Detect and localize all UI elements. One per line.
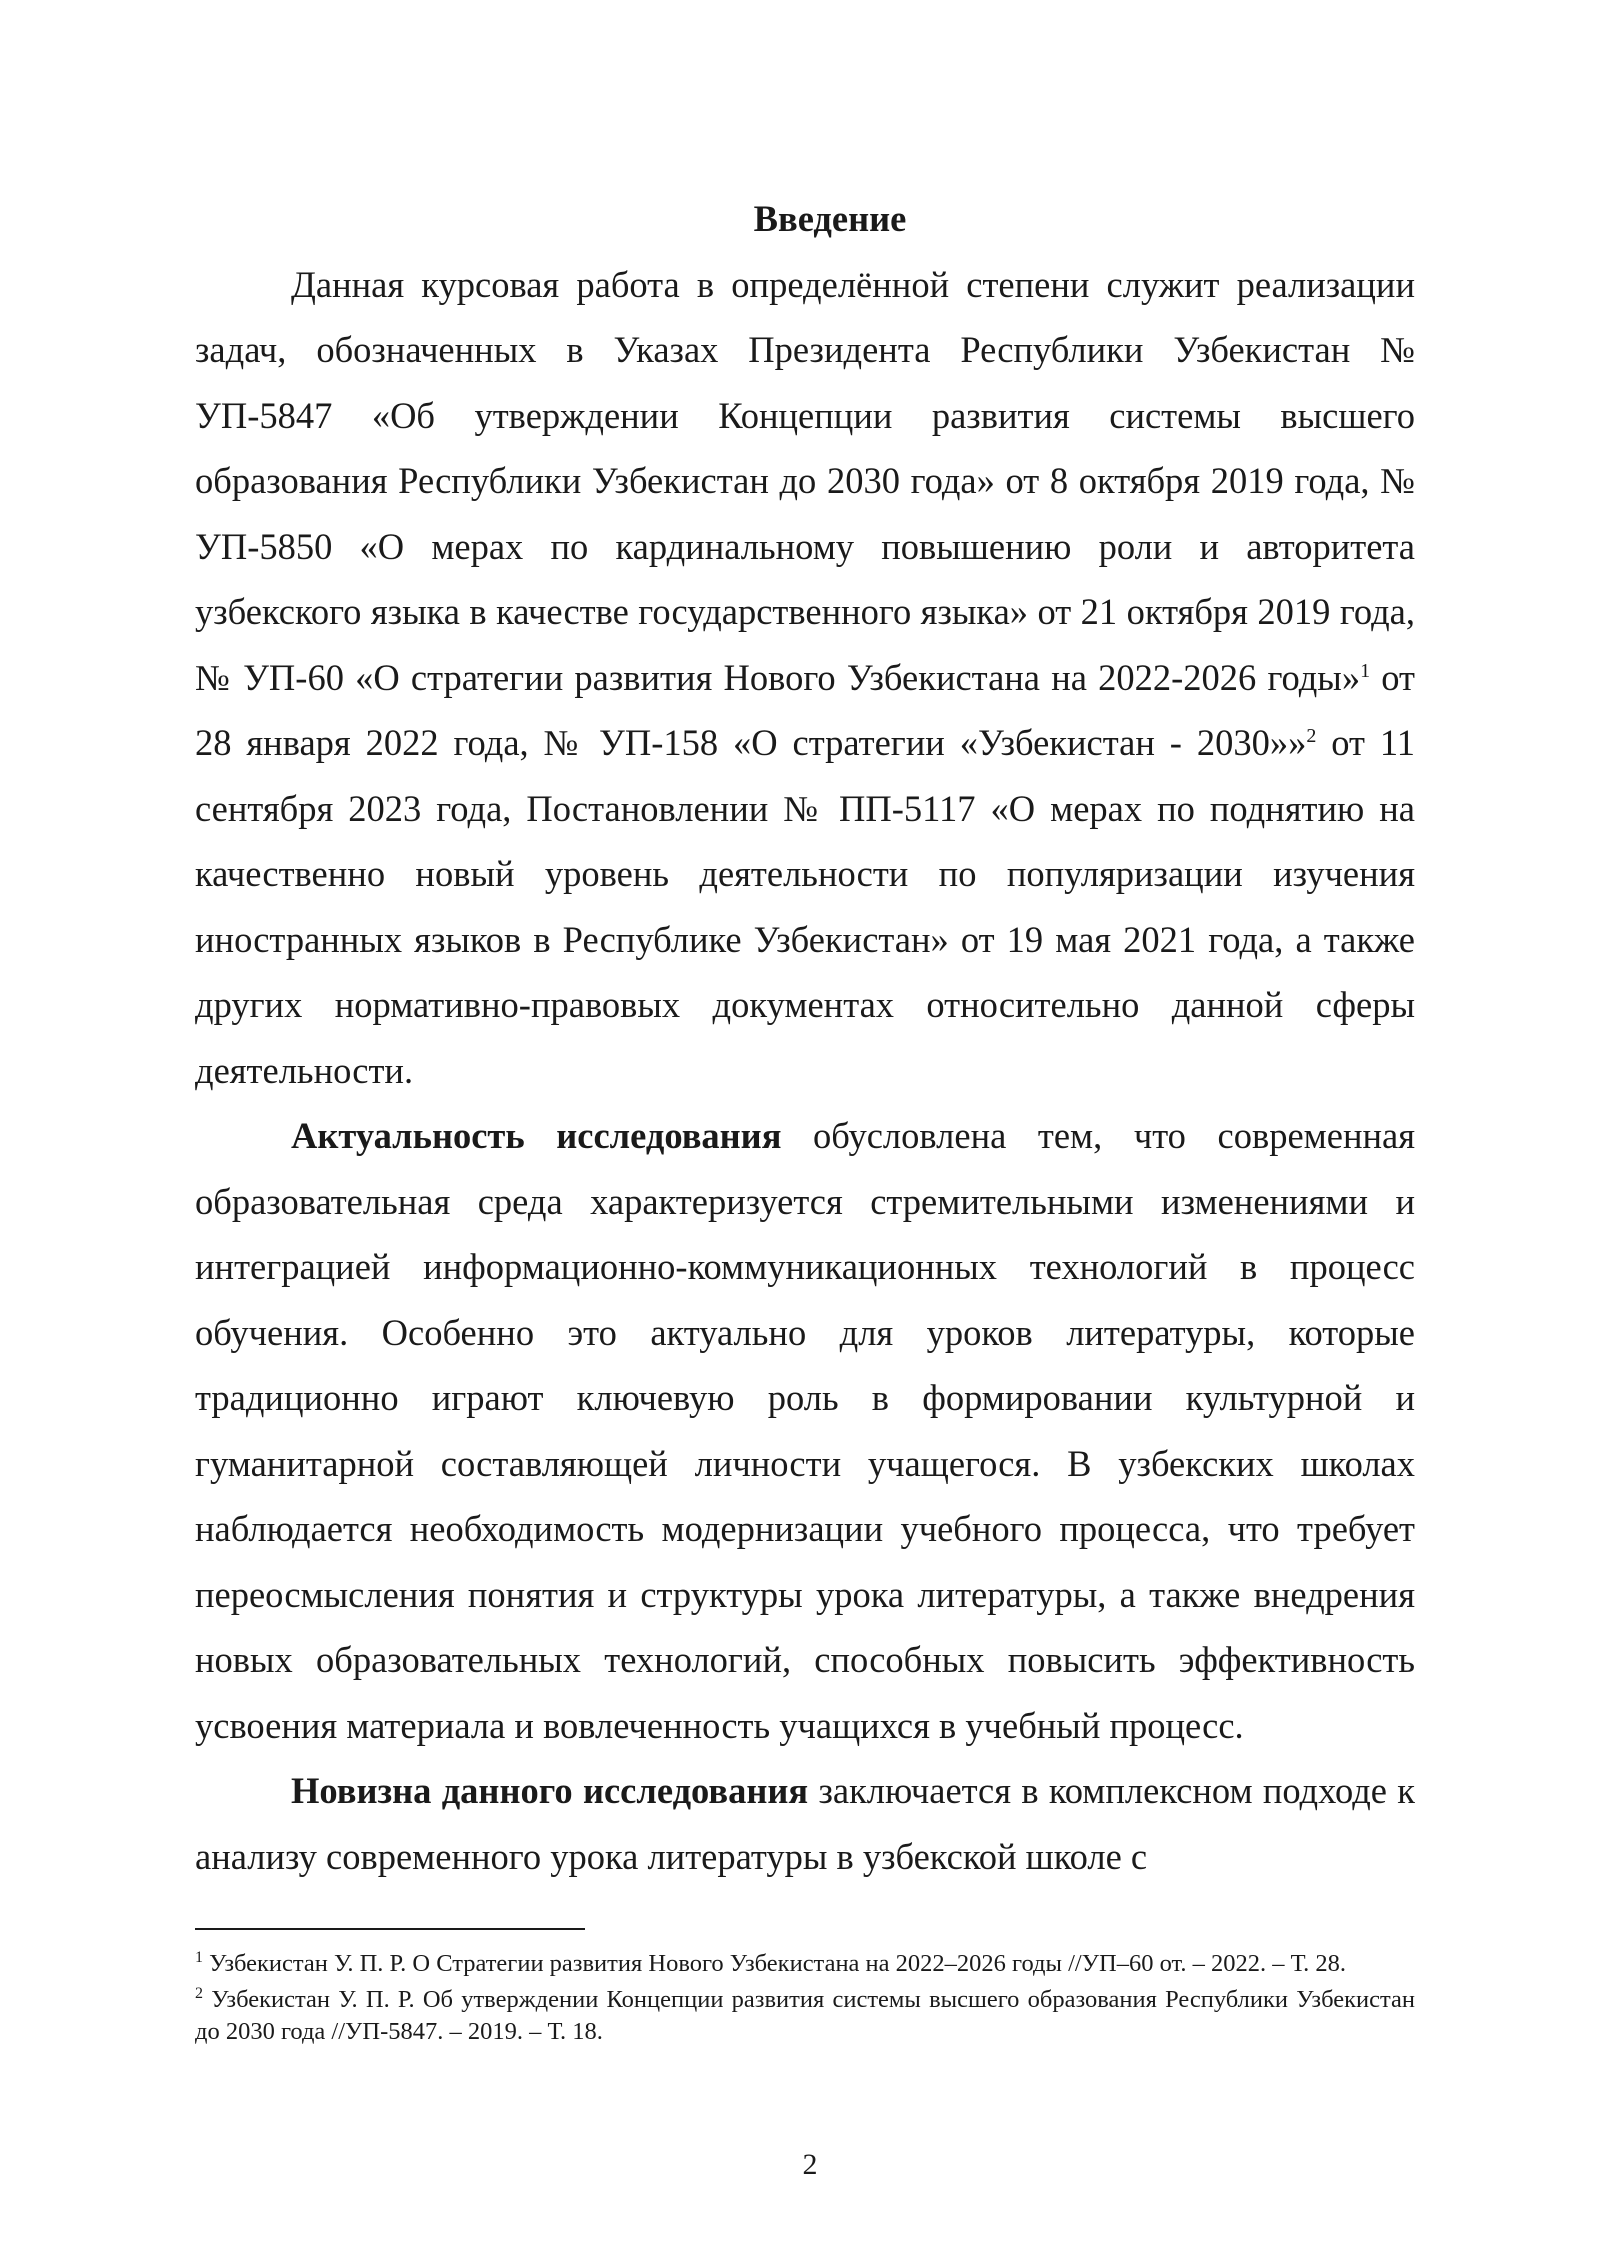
page-number: 2 — [802, 2148, 818, 2181]
paragraph-text: обусловлена тем, что современная образовательная среда характеризуется стремительными изменениями и интеграцией информационно-коммуникационных технологий в процесс обучения. Особенно это актуально для уроков литературы, которые традиционно играют ключевую роль в формировании культурной и гуманитарной составляющей личности учащегося. В узбекских школах наблюдается необходимость модернизации учебного процесса, что требует переосмысления понятия и структуры урока литературы, а также внедрения новых образовательных технологий, способных повысить эффективность усвоения материала и вовлеченность учащихся в учебный процесс. — [195, 1115, 1416, 1746]
footnote-ref-1[interactable]: 1 — [1360, 659, 1371, 682]
paragraph-text: от 28 января 2022 года, № УП-158 «О стратегии «Узбекистан - 2030»» — [195, 656, 1415, 763]
footnote-2 — [195, 1984, 1415, 2048]
footnotes — [195, 1948, 1415, 2052]
paragraph-text: Данная курсовая работа в определённой степени служит реализации задач, обозначенных в Указах Президента Республики Узбекистан № УП-5847 «Об утверждении Концепции развития системы высшего образования Республики Узбекистан до 2030 года» от 8 октября 2019 года, № УП-5850 «О мерах по кардинальному повышению роли и авторитета узбекского языка в качестве государственного языка» от 21 октября 2019 года, № УП-60 «О стратегии развития Нового Узбекистана на 2022-2026 годы» — [195, 263, 1415, 698]
paragraph-text: от 11 сентября 2023 года, Постановлении № ПП-5117 «О мерах по поднятию на качественно новый уровень деятельности по популяризации изучения иностранных языков в Республике Узбекистан» от 19 мая 2021 года, а также других нормативно-правовых документах относительно данной сферы деятельности. — [195, 722, 1415, 1091]
body-text — [195, 186, 1415, 1889]
footnote-text: Узбекистан У. П. Р. О Стратегии развития Нового Узбекистана на 2022–2026 годы //УП–60 от. – 2022. – Т. 28. — [203, 1950, 1347, 1977]
bold-term-relevance: Актуальность исследования — [291, 1115, 782, 1156]
footnote-text: Узбекистан У. П. Р. Об утверждении Концепции развития системы высшего образования Республики Узбекистан до 2030 года //УП-5847. – 2019. – Т. 18. — [195, 1986, 1415, 2045]
paragraph-relevance — [195, 1103, 1415, 1758]
section-heading: Введение — [753, 198, 907, 239]
footnote-ref-2[interactable]: 2 — [1306, 724, 1317, 747]
paragraph-introduction — [195, 252, 1415, 1104]
footnote-separator — [195, 1928, 585, 1930]
paragraph-text: заключается в комплексном подходе к анализу современного урока литературы в узбекской школе с — [195, 1770, 1415, 1877]
footnote-mark: 2 — [195, 1984, 203, 2002]
footnote-mark: 1 — [195, 1948, 203, 1966]
footnote-1 — [195, 1948, 1415, 1980]
bold-term-novelty: Новизна данного исследования — [291, 1770, 809, 1811]
paragraph-novelty — [195, 1758, 1415, 1889]
